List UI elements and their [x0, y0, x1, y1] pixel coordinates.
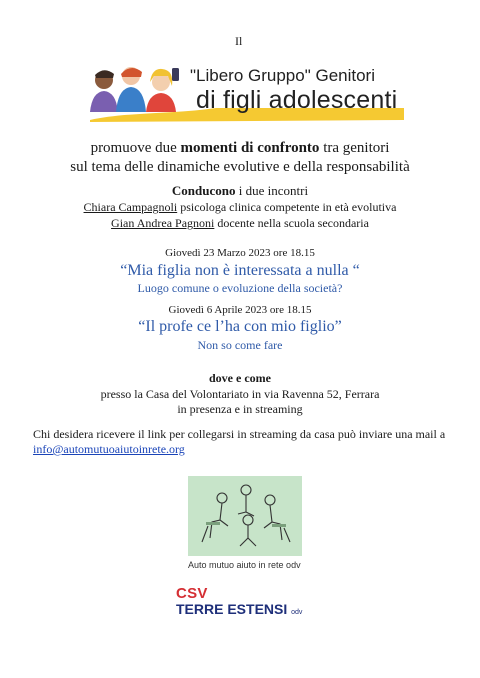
auto-mutuo-aiuto-logo	[188, 476, 302, 556]
event2-subtitle: Non so come fare	[197, 338, 283, 352]
event1-date: Giovedì 23 Marzo 2023 ore 18.15	[165, 247, 315, 259]
hosts-heading: Conducono i due incontri	[171, 183, 309, 198]
event1-subtitle: Luogo comune o evoluzione della società?	[137, 281, 343, 295]
teen-figure-2	[116, 67, 146, 112]
intro-text: Il	[235, 34, 243, 48]
event1-title: “Mia figlia non è interessata a nulla “	[120, 262, 360, 279]
location-heading: dove e come	[209, 371, 271, 385]
logo-title-line2: di figli adolescenti	[196, 86, 398, 114]
teen-figure-1	[90, 70, 118, 112]
promo-line2: sul tema delle dinamiche evolutive e della responsabilità	[70, 159, 410, 175]
host-gian-andrea: Gian Andrea Pagnoni docente nella scuola secondaria	[111, 216, 369, 230]
info-email-link[interactable]: info@automutuoaiutoinrete.org	[33, 442, 185, 456]
csv-terre-estensi: TERRE ESTENSI odv	[176, 601, 303, 617]
teen-figure-3	[146, 68, 179, 112]
amar-caption: Auto mutuo aiuto in rete odv	[188, 560, 301, 570]
info-block	[33, 427, 473, 457]
location-mode: in presenza e in streaming	[177, 402, 303, 416]
location-address: presso la Casa del Volontariato in via Ravenna 52, Ferrara	[100, 387, 380, 401]
host-chiara: Chiara Campagnoli psicologa clinica competente in età evolutiva	[83, 200, 397, 214]
csv-logo-text: CSV	[176, 585, 208, 602]
promo-line1: promuove due momenti di confronto tra genitori	[90, 140, 390, 156]
event2-title: “Il profe ce l’ha con mio figlio”	[138, 318, 342, 335]
info-text: Chi desidera ricevere il link per collegarsi in streaming da casa può inviare una mail a	[33, 427, 446, 441]
logo-title-line1: "Libero Gruppo" Genitori	[190, 66, 375, 85]
event2-date: Giovedì 6 Aprile 2023 ore 18.15	[168, 304, 312, 316]
